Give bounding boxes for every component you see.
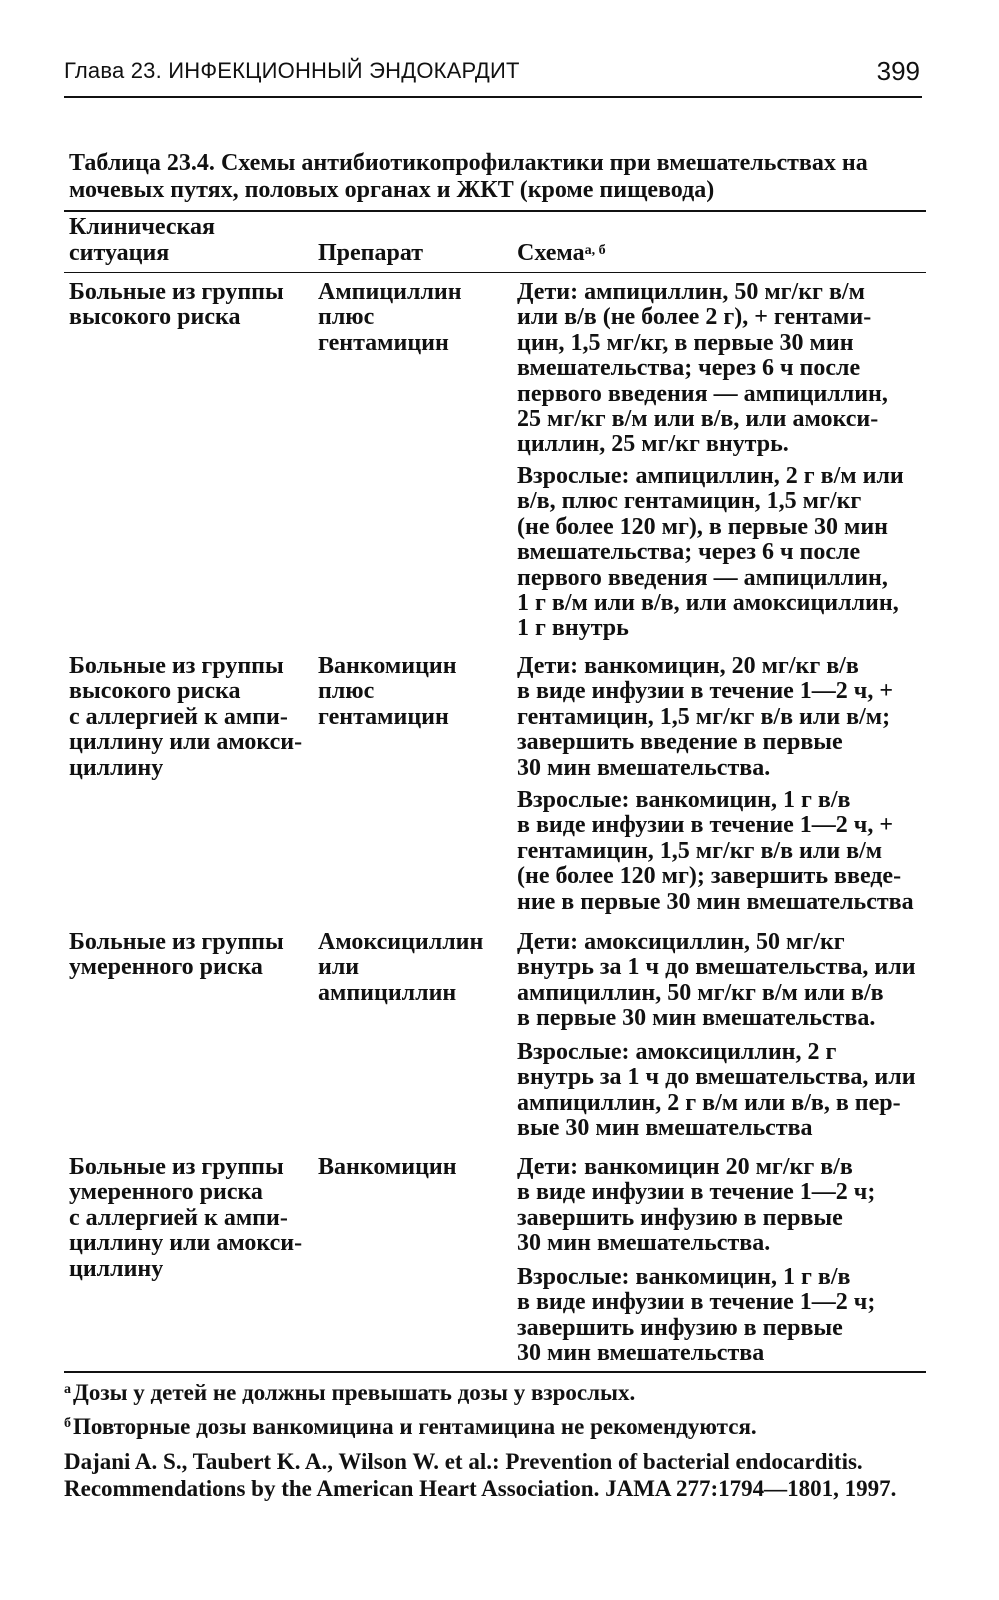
row3-drug: Амоксициллин или ампициллин: [318, 929, 484, 1006]
table-caption-text: Схемы антибиотикопрофилактики при вмешательствах на мочевых путях, половых органах и ЖКТ (кроме пищевода): [69, 150, 868, 203]
table-caption-label: Таблица 23.4.: [69, 150, 215, 176]
footnote-b-text: Повторные дозы ванкомицина и гентамицина не рекомендуются.: [73, 1414, 757, 1439]
table-caption: [69, 150, 929, 204]
header-situation: Клиническая ситуация: [69, 214, 215, 266]
row1-children-scheme: Дети: ампициллин, 50 мг/кг в/м или в/в (не более 2 г), + гентами- цин, 1,5 мг/кг, в первые 30 мин вмешательства; через 6 ч после первого введения — ампициллин, 25 мг/кг в/м или в/в, или амокси- циллин, 25 мг/кг внутрь.: [517, 279, 888, 458]
row4-drug: Ванкомицин: [318, 1154, 457, 1180]
table-footnotes: [64, 1380, 926, 1502]
row3-adults-scheme: Взрослые: амоксициллин, 2 г внутрь за 1 ч до вмешательства, или ампициллин, 2 г в/м или в/в, в пер- вые 30 мин вмешательства: [517, 1039, 916, 1142]
header-scheme: [517, 240, 921, 266]
footnote-b: [64, 1414, 926, 1440]
table-bottom-rule: [64, 1371, 926, 1373]
row3-children-scheme: Дети: амоксициллин, 50 мг/кг внутрь за 1 ч до вмешательства, или ампициллин, 50 мг/кг в/м или в/в в первые 30 мин вмешательства.: [517, 929, 916, 1032]
header-scheme-superscript: а, б: [584, 243, 606, 258]
table-top-rule: [64, 210, 926, 212]
table-header-rule: [64, 272, 926, 273]
page-number: 399: [876, 56, 920, 86]
row2-drug: Ванкомицин плюс гентамицин: [318, 653, 457, 730]
row1-drug: Ампициллин плюс гентамицин: [318, 279, 462, 356]
chapter-title: Глава 23. ИНФЕКЦИОННЫЙ ЭНДОКАРДИТ: [64, 58, 520, 83]
source-reference: Dajani A. S., Taubert K. A., Wilson W. et al.: Prevention of bacterial endocarditis. Recommendations by the American Heart Association. JAMA 277:1794—1801, 1997.: [64, 1449, 897, 1501]
row1-adults-scheme: Взрослые: ампициллин, 2 г в/м или в/в, плюс гентамицин, 1,5 мг/кг (не более 120 мг), в первые 30 мин вмешательства; через 6 ч после первого введения — ампициллин, 1 г в/м или в/в, или амоксициллин, 1 г внутрь: [517, 463, 904, 642]
row3-situation: Больные из группы умеренного риска: [69, 929, 284, 981]
row2-situation: Больные из группы высокого риска с аллергией к ампи- циллину или амокси- циллину: [69, 653, 303, 781]
footnote-b-mark: б: [64, 1416, 71, 1431]
row4-adults-scheme: Взрослые: ванкомицин, 1 г в/в в виде инфузии в течение 1—2 ч; завершить инфузию в первые 30 мин вмешательства: [517, 1264, 876, 1367]
row4-children-scheme: Дети: ванкомицин 20 мг/кг в/в в виде инфузии в течение 1—2 ч; завершить инфузию в первые 30 мин вмешательства.: [517, 1154, 876, 1257]
footnote-a-mark: а: [64, 1382, 71, 1397]
row2-adults-scheme: Взрослые: ванкомицин, 1 г в/в в виде инфузии в течение 1—2 ч, + гентамицин, 1,5 мг/кг в/в или в/м (не более 120 мг); завершить введе- ние в первые 30 мин вмешательства: [517, 787, 914, 915]
header-drug: Препарат: [318, 240, 424, 266]
footnote-a-text: Дозы у детей не должны превышать дозы у взрослых.: [73, 1380, 636, 1405]
row1-situation: Больные из группы высокого риска: [69, 279, 284, 331]
header-scheme-label: Схема: [517, 240, 585, 266]
running-head: [64, 56, 922, 98]
row2-children-scheme: Дети: ванкомицин, 20 мг/кг в/в в виде инфузии в течение 1—2 ч, + гентамицин, 1,5 мг/кг в/в или в/м; завершить введение в первые 30 мин вмешательства.: [517, 653, 894, 781]
footnote-a: [64, 1380, 926, 1406]
row4-situation: Больные из группы умеренного риска с аллергией к ампи- циллину или амокси- циллину: [69, 1154, 303, 1282]
